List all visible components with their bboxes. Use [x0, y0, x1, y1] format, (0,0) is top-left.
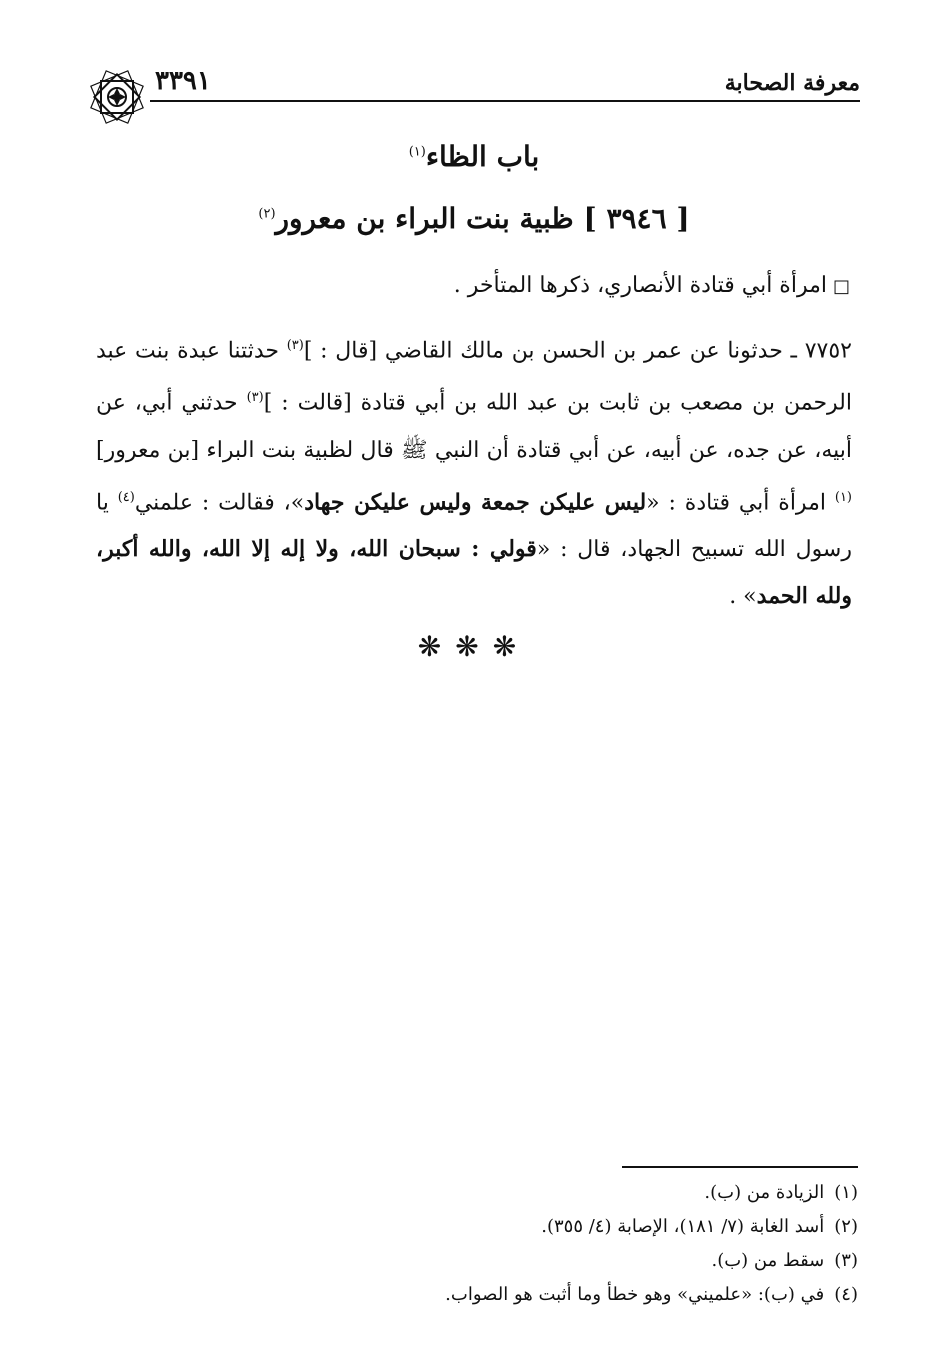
section-separator: ❋❋❋ [417, 630, 531, 663]
footnote: (٢)أسد الغابة (٧/ ١٨١)، الإصابة (٤/ ٣٥٥). [541, 1216, 858, 1237]
quoted-saying: قولي : سبحان الله، ولا إله إلا الله، والله أكبر، ولله الحمد [96, 535, 852, 609]
footnotes [90, 1176, 858, 1312]
intro-line [98, 268, 850, 305]
footnote: (٣)سقط من (ب). [711, 1250, 858, 1271]
box-marker-icon: □ [832, 276, 850, 297]
entry-heading-text: [ ٣٩٤٦ ] ظبية بنت البراء بن معرور [275, 202, 690, 235]
chapter-heading-text: باب الظاء [425, 140, 540, 173]
footnote-ref: (١) [408, 144, 426, 160]
footnote-ref: (٣) [246, 390, 264, 406]
entry-heading [88, 202, 860, 235]
header-rule [88, 100, 860, 102]
quoted-saying: ليس عليكن جمعة وليس عليكن جهاد [304, 488, 647, 515]
page-number: ٣٣٩١ [155, 66, 211, 96]
footnote-ref: (٤) [117, 489, 135, 505]
chapter-heading [88, 140, 860, 173]
ornament-icon [88, 68, 146, 126]
running-title: معرفة الصحابة [724, 70, 860, 96]
footnote-rule [622, 1166, 858, 1168]
footnote-ref: (٣) [286, 338, 304, 353]
hadith-paragraph: ٧٧٥٢ ـ حدثونا عن عمر بن الحسن بن مالك القاضي [قال : ]$^{(٣)}$ حدثتنا عبدة بنت عبد الرحمن بن مصعب بن ثابت بن عبد الله بن أبي قتادة [قالت : ]$^{(٣)}$ حدثني أبي، عن أبيه، عن جده، عن أبيه، عن أبي قتادة أن النبي ﷺ قال لظبية بنت البراء [بن معرور]$^{(١)}$ امرأة أبي قتادة : «ليس عليكن جمعة وليس عليكن جهاد»، فقالت : علمني$^{(٤)}$ يا رسول الله تسبيح الجهاد، قال : «قولي : سبحان الله، ولا إله إلا الله، والله أكبر، ولله الحمد» . [96, 338, 853, 609]
footnote-ref: (٢) [258, 206, 276, 222]
footnote-ref: (١) [834, 489, 852, 505]
footnote: (١)الزيادة من (ب). [704, 1182, 858, 1203]
intro-text: امرأة أبي قتادة الأنصاري، ذكرها المتأخر . [453, 273, 827, 298]
footnote: (٤)في (ب): «علميني» وهو خطأ وما أثبت هو الصواب. [445, 1284, 858, 1305]
